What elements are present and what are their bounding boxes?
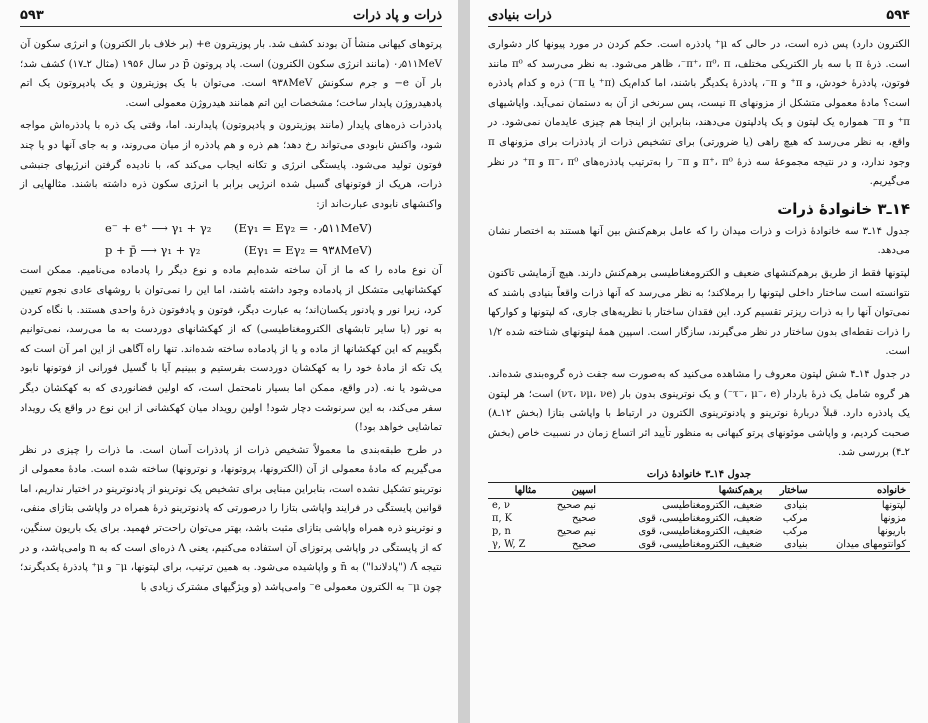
left-page xyxy=(0,0,458,723)
left-paragraph-2: پادذرات ذره‌های پایدار (مانند پوزیترون و پادپروتون) پایدارند. اما، وقتی یک ذره با پادذره‌اش مواجه شود، واکنش نابودی می‌تواند رخ دهد؛ هم ذره و هم پادذره از میان می‌روند، و به جای آنها دو یا چند فوتون تولید می‌شود. پایستگی انرژی و تکانه ایجاب می‌کند که، با نادیده گرفتن انرژیهای جنبشی ذرات، هریک از فوتونهای گسیل شده انرژیی برابر با انرژی سکون ذره داشته باشند. مثالهایی از واکنشهای نابودی عبارت‌اند از: xyxy=(20,120,442,210)
table-cell: لپتونها xyxy=(881,499,906,511)
equation-lhs: p + p̄ ⟶ γ₁ + γ₂ xyxy=(105,243,201,258)
table-cell: e, ν xyxy=(492,499,510,511)
equation-rhs: (Eγ₁ = Eγ₂ = ۹۳۸MeV) xyxy=(243,243,372,258)
column-header: برهم‌کنشها xyxy=(600,482,766,498)
table-cell: مرکب xyxy=(782,512,808,524)
left-paragraph-4: در طرح طبقه‌بندی ما معمولاً تشخیص ذرات از پادذرات آسان است. ما ذرات را چیزی در نظر می‌گیریم که مادهٔ معمولی از آن (الکترونها، پروتونها، و نوترونها) ساخته شده است. مادهٔ معمولی از نوترینو تشکیل نشده است، بنابراین مبنایی برای تشخیص یک نوترینو از پادنوترینو در اختیار نداریم، اما قوانین پایستگی در فرایند واپاشی بتازا را درصورتی که پادنوترینو ذرهٔ همراه در واپاشی بتازای منفی، و نوترینو ذره همراه واپاشی بتازای مثبت باشد، بهتر می‌توان راحت‌تر فهمید. برای یک باریون سنگین، که از پایستگی در واپاشی پرتوزای آن استفاده می‌کنیم، یعنی Λ ذره‌ای است که به n وامی‌پاشد، و در نتیجه Λ̄ ("پادلاندا") به n̄ و واپاشیده می‌شود. به همین ترتیب، برای لپتونها، μ⁻ و μ⁺ پادذرهٔ یکدیگرند؛ چون μ⁻ به الکترون معمولی e⁻ وامی‌پاشد (و ویژگیهای مشترک زیادی با xyxy=(20,444,442,593)
right-paragraph-3: لپتونها فقط از طریق برهم‌کنشهای ضعیف و الکترومغناطیسی برهم‌کنش دارند. هیچ آزمایشی تاکنون نتوانسته است ساختار داخلی لپتونها را برملاکند؛ به نظر می‌رسد که آنها ذرات واقعاً بنیادی باشند که نمی‌توان آنها را به ذرات ریزتر تقسیم کرد. این فقدان ساختار با نظریه‌های جاری، که لپتونها و کوارکها را ذرات نقطه‌ای بدون ساختار در نظر می‌گیرند، سازگار است. اسپین همهٔ لپتونهای شناخته شده ۱/۲ است. xyxy=(488,267,910,358)
table-cell: مزونها xyxy=(880,512,906,524)
table-cell: صحیح xyxy=(540,538,600,552)
table-cell: بنیادی xyxy=(783,499,808,511)
right-header-title: ذرات بنیادی xyxy=(488,8,552,23)
table-cell: ضعیف، الکترومغناطیسی، قوی xyxy=(638,525,763,537)
table-cell: π, K xyxy=(492,512,512,524)
left-paragraph-3: آن نوع ماده را که ما از آن ساخته شده‌ایم ماده و نوع دیگر را پادماده می‌نامیم. ممکن است کهکشانهایی متشکل از پادماده وجود داشته باشند، اما این را نمی‌توان با روشهای عادی نجوم تعیین کرد، زیرا نور و پادنور یکسان‌اند؛ به عبارت دیگر، فوتون و پادفوتون ذرهٔ واحدی هستند. با نگاه کردن به نور (یا سایر تابشهای الکترومغناطیسی) که از کهکشانهای دوردست به ما می‌رسد، نمی‌توانیم بگوییم که این کهکشانها از ماده و یا از پادماده ساخته شده‌اند. تنها راه آگاهی از این امر آن است که یک تکه از مادهٔ خود را به کهکشان دوردست بفرستیم و ببینیم آیا با گسیل فورانی از فوتونها نابود می‌شود یا نه. (در واقع، ممکن اما بسیار نامحتمل است، که اولین فضانوردی که به کهکشان دیگر سفر می‌کند، به این سرنوشت دچار شود! اولین رویداد میان کهکشانی از این نوع در واقع یک رویداد تماشایی خواهد بود!) xyxy=(20,265,442,434)
table-row xyxy=(488,525,910,538)
table-cell: نیم صحیح xyxy=(556,499,596,511)
equation-proton-annihilation xyxy=(20,239,442,261)
table-cell: ضعیف، الکترومغناطیسی، قوی xyxy=(600,538,766,552)
right-page xyxy=(470,0,928,723)
left-page-number: ۵۹۳ xyxy=(20,8,44,23)
table-cell: مرکب xyxy=(782,525,808,537)
table-cell: γ, W, Z xyxy=(488,538,540,552)
table-cell: باریونها xyxy=(877,525,906,537)
table-row xyxy=(488,512,910,525)
right-paragraph-1: الکترون دارد) پس ذره است، در حالی که μ⁺ پادذره است. حکم کردن در مورد پیونها کار دشواری است. ذرهٔ π با سه بار الکتریکی مختلف، π⁺، π⁰، π⁻، ظاهر می‌شود. به نظر می‌رسد که π⁰ مانند فوتون، پادذرهٔ خودش، و π⁺ و π⁻، پادذرهٔ یکدیگر باشند، اما کدام‌یک (π⁺ یا π⁻) ذره و کدام پادذره است؟ مادهٔ معمولی متشکل از مزونهای π نیست، پس سرنخی از آن به دستمان نمی‌آید. واپاشیهای π⁺ و π⁻ همواره یک لپتون و یک پادلپتون می‌دهند، بنابراین از اینجا هم چیزی عایدمان نمی‌شود. در واقع، به نظر می‌رسد که هیچ راهی (یا ضرورتی) برای تشخیص ذرات از پادذرات برای مزونهای π وجود ندارد، و در نتیجه مجموعهٔ سه ذرهٔ π⁺، π⁰ و π⁻ را به‌ترتیب پادذره‌های π⁻، π⁰ و π⁺ در نظر می‌گیریم. xyxy=(488,39,910,188)
table-cell: p, n xyxy=(492,525,511,537)
equation-rhs: (Eγ₁ = Eγ₂ = ۰٫۵۱۱MeV) xyxy=(234,221,372,236)
table-caption: جدول ۱۴ـ۳ خانوادهٔ ذرات xyxy=(646,468,752,480)
column-header: ساختار xyxy=(766,482,811,498)
left-page-header xyxy=(20,8,442,27)
table-row xyxy=(488,538,910,552)
right-paragraph-4: در جدول ۱۴ـ۴ شش لپتون معروف را مشاهده می‌کنید که به‌صورت سه جفت ذره گروه‌بندی شده‌اند. هر گروه شامل یک ذرهٔ باردار (τ⁻، μ⁻، e⁻) و یک نوترینوی بدون بار (ντ، νμ، νe) است؛ هر لپتون یک پادذره دارد. قبلاً دربارهٔ نوترینو و پادنوترینوی الکترون در ارتباط با واپاشی بتازا (بخش ۱۲ـ۸) صحبت کردیم، و واپاشی موئونهای پرتو کیهانی به منظور تأیید اثر اتساع زمان در نسبیت خاص (بخش ۲ـ۴) بررسی شد. xyxy=(488,368,910,459)
table-cell: نیم صحیح xyxy=(556,525,596,537)
section-title: ۱۴ـ۳ خانوادهٔ ذرات xyxy=(777,199,910,218)
table-row xyxy=(488,498,910,512)
column-header: اسپین xyxy=(540,482,600,498)
table-cell: بنیادی xyxy=(766,538,811,552)
table-cell: ضعیف، الکترومغناطیسی xyxy=(662,499,763,511)
table-cell: کوانتومهای میدان xyxy=(812,538,910,552)
book-gutter xyxy=(458,0,470,723)
right-page-header xyxy=(488,8,910,27)
column-header: خانواده xyxy=(812,482,910,498)
table-cell: صحیح xyxy=(572,512,596,524)
equation-lhs: e⁻ + e⁺ ⟶ γ₁ + γ₂ xyxy=(105,221,212,236)
left-header-title: ذرات و پاد ذرات xyxy=(352,8,442,23)
table-header-row xyxy=(488,482,910,498)
right-page-number: ۵۹۴ xyxy=(886,8,910,23)
equation-electron-annihilation xyxy=(20,217,442,239)
right-paragraph-2: جدول ۱۴ـ۳ سه خانوادهٔ ذرات و ذرات میدان را که عامل برهم‌کنش بین آنها هستند به اختصار نشان می‌دهد. xyxy=(488,225,910,257)
left-paragraph-1: پرتوهای کیهانی منشأ آن بودند کشف شد. بار پوزیترون e+ (بر خلاف بار الکترون) و انرژی سکون آن ۰٫۵۱۱MeV (مانند انرژی سکون الکترون) است. پاد پروتون p̄ در سال ۱۹۵۶ (مثال ۲ـ۱۷) کشف شد؛ بار آن e− و جرم سکونش ۹۳۸MeV است. می‌توان با یک پوزیترون و یک پادپروتون یک اتم پادهیدروژن پایدار ساخت؛ مشخصات این اتم همانند هیدروژن معمولی است. xyxy=(20,39,443,109)
table-cell: ضعیف، الکترومغناطیسی، قوی xyxy=(638,512,763,524)
particle-families-table xyxy=(488,482,910,552)
column-header: مثالها xyxy=(488,482,540,498)
